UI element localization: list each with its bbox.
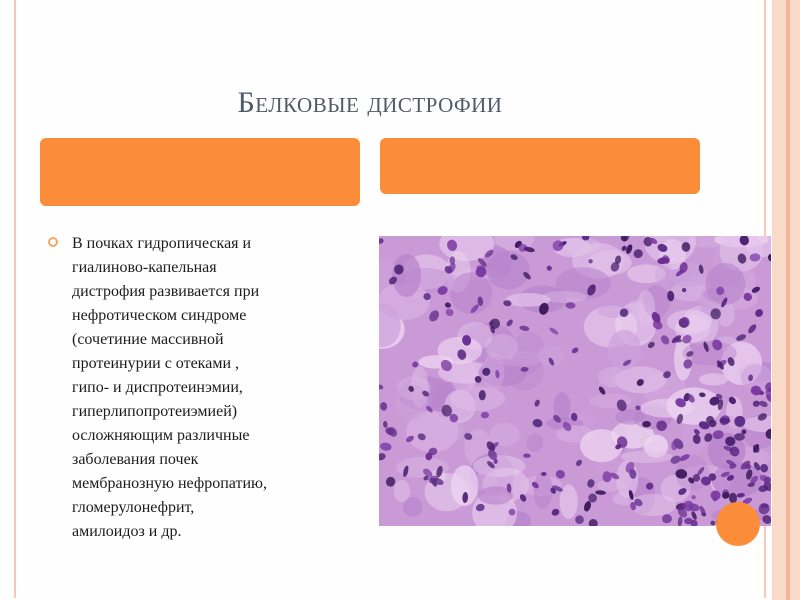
cytoplasm-blob: [564, 238, 601, 254]
bullet-circle-icon: [48, 237, 58, 247]
bullet-text: В почках гидропическая и гиалиново-капельная дистрофия развивается при нефротическом синдроме (сочетиние массивной протеинурии с отеками , гипо- и диспротеинэмии, гиперлипопротеиэмией) осложняющим различные заболевания почек мембранозную нефропатию, гломерулонефрит, амилоидоз и др.: [72, 235, 267, 540]
cytoplasm-blob: [598, 367, 627, 388]
cytoplasm-blob: [487, 251, 530, 289]
cytoplasm-blob: [542, 291, 587, 303]
cytoplasm-blob: [394, 480, 410, 502]
cytoplasm-blob: [534, 472, 553, 509]
left-orange-band: [40, 138, 360, 206]
cytoplasm-blob: [621, 451, 673, 463]
cytoplasm-blob: [699, 373, 728, 385]
cytoplasm-blob: [615, 409, 644, 425]
cytoplasm-blob: [640, 399, 694, 418]
cytoplasm-blob: [655, 264, 673, 287]
cytoplasm-blob: [637, 290, 656, 326]
cytoplasm-blob: [495, 351, 545, 367]
decorative-right-stripe: [786, 0, 790, 600]
cytoplasm-blob: [526, 433, 543, 452]
slide-title: Белковые дистрофии: [237, 86, 503, 119]
cytoplasm-blob: [392, 254, 421, 297]
decorative-orange-circle: [716, 502, 760, 546]
histology-micrograph: [379, 236, 771, 526]
cytoplasm-blob: [450, 272, 493, 314]
nucleus: [711, 308, 721, 319]
right-orange-band: [380, 138, 700, 194]
